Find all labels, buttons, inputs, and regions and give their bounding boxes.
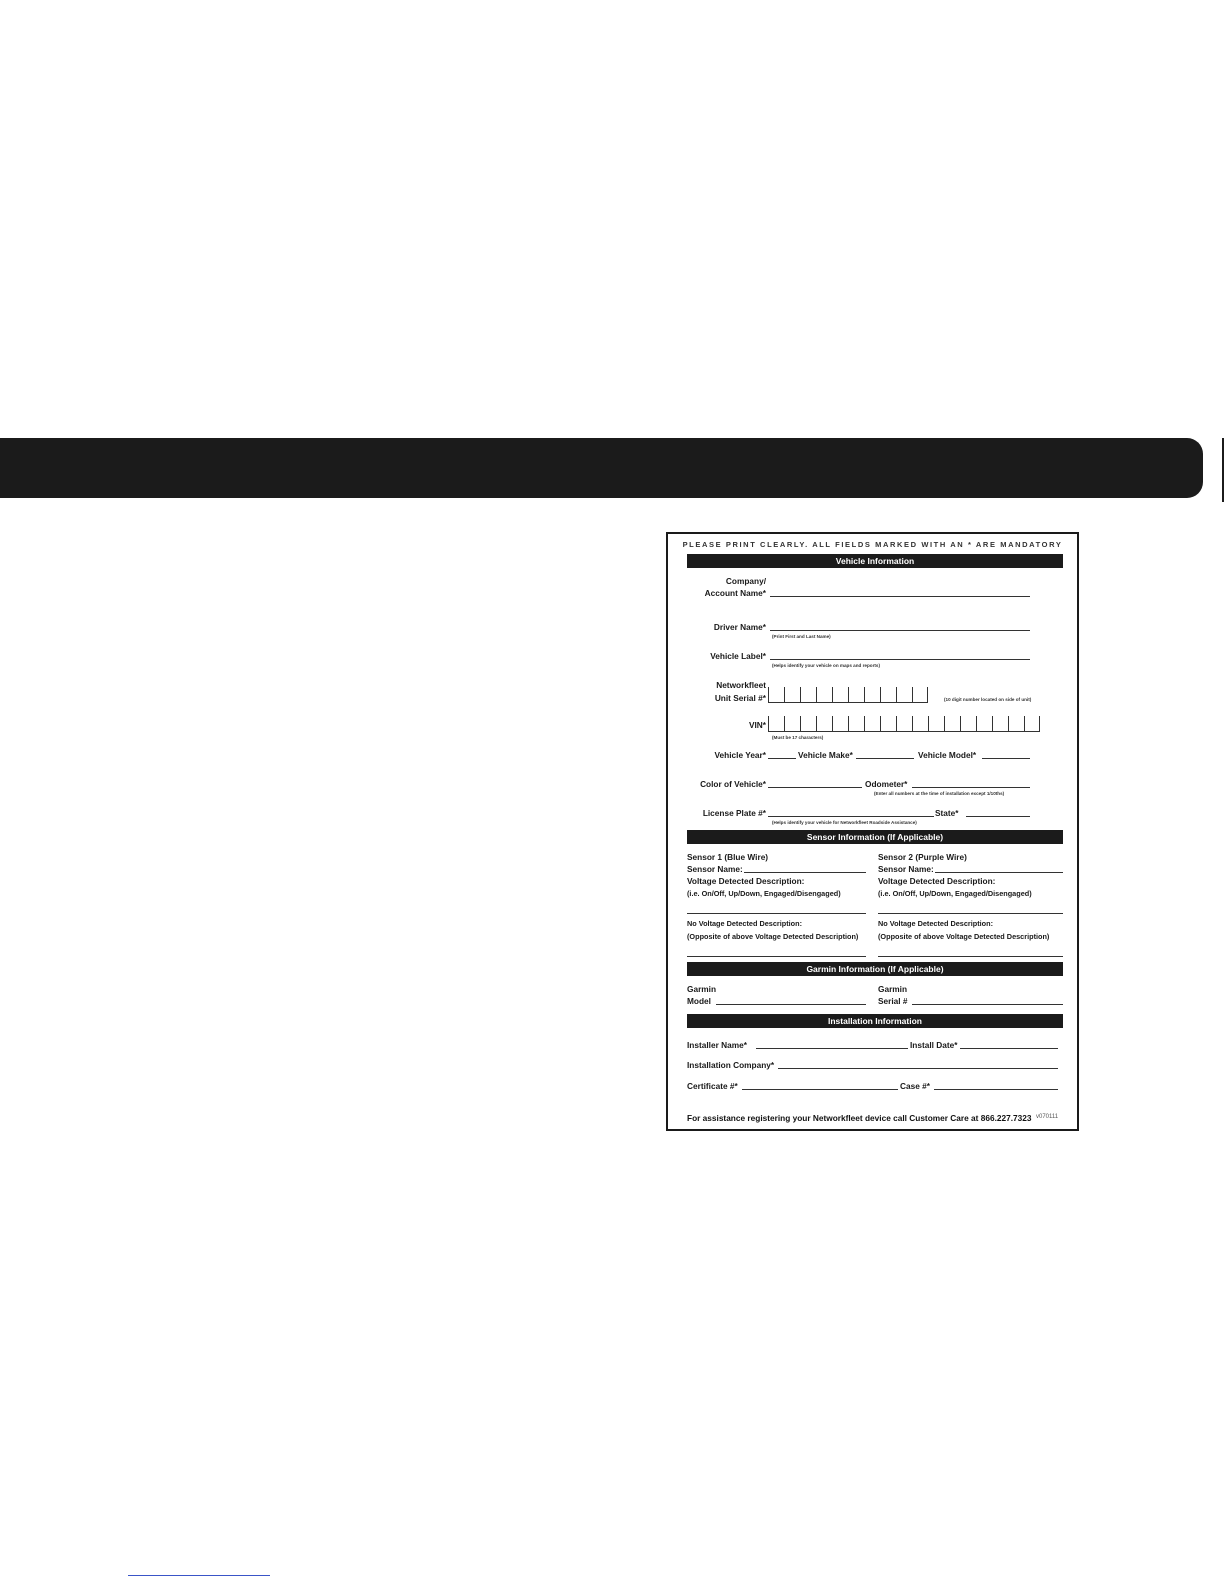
- state-label: State*: [935, 808, 959, 818]
- garmin-model-word: Garmin: [687, 984, 717, 994]
- garmin-serial-word: Garmin: [878, 984, 908, 994]
- install-date-field[interactable]: [960, 1048, 1058, 1049]
- vehicle-label-label: Vehicle Label*: [710, 651, 766, 661]
- case-number-field[interactable]: [934, 1089, 1058, 1090]
- case-number-label: Case #*: [900, 1081, 930, 1091]
- vin-hint: (Must be 17 characters): [772, 735, 824, 740]
- company-field[interactable]: [770, 596, 1030, 597]
- state-field[interactable]: [966, 816, 1030, 817]
- install-date-label: Install Date*: [910, 1040, 958, 1050]
- vehicle-model-label: Vehicle Model*: [918, 750, 977, 760]
- license-plate-field[interactable]: [768, 816, 934, 817]
- license-plate-hint: (Helps identify your vehicle for Networkfleet Roadside Assistance): [772, 820, 917, 825]
- section-garmin-header: Garmin Information (If Applicable): [687, 962, 1063, 976]
- garmin-model-label: Model: [687, 996, 711, 1006]
- section-vehicle-header: Vehicle Information: [687, 554, 1063, 568]
- vehicle-make-field[interactable]: [856, 758, 914, 759]
- garmin-serial-field[interactable]: [912, 1004, 1063, 1005]
- vehicle-color-label: Color of Vehicle*: [700, 779, 766, 789]
- sensor2-no-voltage-label: No Voltage Detected Description:: [878, 919, 994, 928]
- vehicle-year-label: Vehicle Year*: [714, 750, 766, 760]
- serial-hint: (10 digit number located on side of unit): [944, 697, 1032, 702]
- serial-number-boxes[interactable]: [768, 687, 928, 703]
- vehicle-color-field[interactable]: [768, 787, 862, 788]
- garmin-model-field[interactable]: [716, 1004, 866, 1005]
- driver-name-hint: (Print First and Last Name): [772, 634, 831, 639]
- installer-name-field[interactable]: [756, 1048, 908, 1049]
- sensor1-voltage-field[interactable]: [687, 913, 866, 914]
- serial-label-line1: Networkfleet: [716, 680, 766, 690]
- certificate-label: Certificate #*: [687, 1081, 738, 1091]
- sensor1-voltage-example: (i.e. On/Off, Up/Down, Engaged/Disengaged): [687, 889, 841, 898]
- sensor2-name-label: Sensor Name:: [878, 864, 934, 874]
- registration-form: [666, 532, 1079, 1131]
- vehicle-make-label: Vehicle Make*: [798, 750, 853, 760]
- vin-label: VIN*: [748, 720, 766, 730]
- vehicle-label-field[interactable]: [770, 659, 1030, 660]
- installation-company-field[interactable]: [778, 1068, 1058, 1069]
- sensor1-name-label: Sensor Name:: [687, 864, 743, 874]
- bottom-link-underline[interactable]: [128, 1575, 270, 1576]
- section-sensor-header: Sensor Information (If Applicable): [687, 830, 1063, 844]
- vehicle-model-field[interactable]: [982, 758, 1030, 759]
- company-label-line1: Company/: [725, 576, 766, 586]
- sensor2-title: Sensor 2 (Purple Wire): [878, 852, 967, 862]
- sensor2-voltage-label: Voltage Detected Description:: [878, 876, 996, 886]
- sensor1-name-field[interactable]: [744, 872, 866, 873]
- company-label-line2: Account Name*: [704, 588, 766, 598]
- top-banner-bar: [0, 438, 1203, 498]
- mandatory-notice: PLEASE PRINT CLEARLY. ALL FIELDS MARKED WITH AN * ARE MANDATORY: [682, 540, 1063, 549]
- customer-care-footer: For assistance registering your Networkfleet device call Customer Care at 866.227.7323: [687, 1113, 1032, 1123]
- form-version: v070111: [1036, 1114, 1059, 1120]
- vin-boxes[interactable]: [768, 716, 1040, 732]
- sensor2-voltage-field[interactable]: [878, 913, 1063, 914]
- odometer-hint: (Enter all numbers at the time of installation except 1/10ths): [874, 791, 1005, 796]
- installer-name-label: Installer Name*: [687, 1040, 747, 1050]
- sensor1-no-voltage-label: No Voltage Detected Description:: [687, 919, 803, 928]
- sensor2-no-voltage-field[interactable]: [878, 956, 1063, 957]
- section-installation-header: Installation Information: [687, 1014, 1063, 1028]
- installation-company-label: Installation Company*: [687, 1060, 775, 1070]
- driver-name-field[interactable]: [770, 630, 1030, 631]
- sensor1-voltage-label: Voltage Detected Description:: [687, 876, 805, 886]
- vehicle-label-hint: (Helps identify your vehicle on maps and reports): [772, 663, 880, 668]
- odometer-field[interactable]: [912, 787, 1030, 788]
- page-edge-mark: [1222, 438, 1224, 502]
- serial-label-line2: Unit Serial #*: [714, 693, 766, 703]
- sensor1-title: Sensor 1 (Blue Wire): [687, 852, 769, 862]
- certificate-field[interactable]: [742, 1089, 898, 1090]
- garmin-serial-label: Serial #: [878, 996, 908, 1006]
- driver-name-label: Driver Name*: [713, 622, 766, 632]
- license-plate-label: License Plate #*: [702, 808, 766, 818]
- vehicle-year-field[interactable]: [768, 758, 796, 759]
- sensor2-voltage-example: (i.e. On/Off, Up/Down, Engaged/Disengaged): [878, 889, 1032, 898]
- sensor1-no-voltage-field[interactable]: [687, 956, 866, 957]
- odometer-label: Odometer*: [865, 779, 908, 789]
- sensor1-no-voltage-example: (Opposite of above Voltage Detected Description): [687, 932, 859, 941]
- sensor2-name-field[interactable]: [935, 872, 1063, 873]
- sensor2-no-voltage-example: (Opposite of above Voltage Detected Description): [878, 932, 1050, 941]
